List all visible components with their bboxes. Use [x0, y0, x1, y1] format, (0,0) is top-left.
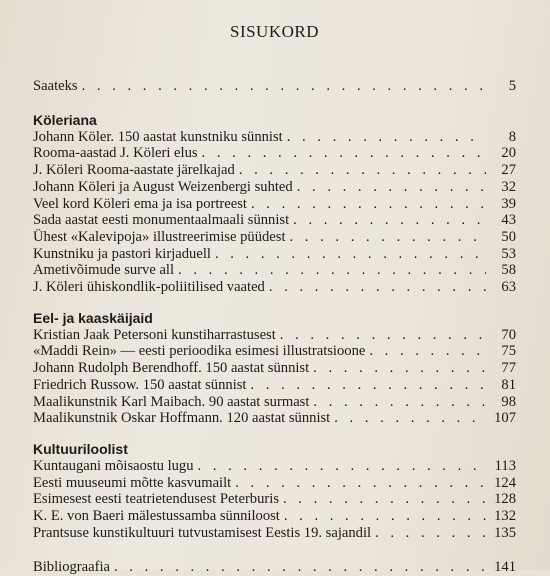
entry-page-number: 39: [501, 195, 516, 212]
dot-leader: [250, 377, 486, 394]
entry-label: Johann Rudolph Berendhoff. 150 aastat sünnist: [33, 360, 310, 377]
entry-label: K. E. von Baeri mälestussamba sünniloost: [33, 508, 280, 525]
toc-entry: [33, 129, 516, 146]
entry-page-number: 27: [501, 162, 516, 179]
toc-entry: [33, 343, 516, 360]
dot-leader: [269, 279, 486, 296]
dot-leader: [235, 475, 486, 492]
entry-label: Kuntaugani mõisaostu lugu: [33, 457, 194, 474]
entry-page-number: 32: [501, 178, 516, 195]
dot-leader: [313, 394, 486, 411]
section-heading: Kultuuriloolist: [33, 440, 128, 457]
toc-entry-intro: [33, 78, 516, 95]
entry-label: Esimesest eesti teatrietendusest Peterburis: [33, 491, 279, 508]
entry-label: Maalikunstnik Karl Maibach. 90 aastat surmast: [33, 393, 310, 410]
entry-page-number: 20: [501, 145, 516, 162]
dot-leader: [313, 360, 486, 377]
entry-page-number: 98: [501, 393, 516, 410]
toc-entry: [33, 246, 516, 263]
dot-leader: [178, 262, 486, 279]
toc-entry: [33, 475, 516, 492]
toc-section-koleriana: [33, 112, 516, 296]
dot-leader: [375, 525, 486, 542]
entry-page-number: 141: [494, 559, 516, 576]
entry-label: Maalikunstnik Oskar Hoffmann. 120 aastat sünnist: [33, 410, 331, 427]
dot-leader: [202, 145, 486, 162]
toc-entry: [33, 508, 516, 525]
entry-page-number: 135: [494, 524, 516, 541]
dot-leader: [334, 410, 486, 427]
dot-leader: [290, 229, 487, 246]
entry-page-number: 58: [501, 262, 516, 279]
entry-label: Kristian Jaak Petersoni kunstiharrastusest: [33, 326, 276, 343]
dot-leader: [287, 129, 486, 146]
entry-page-number: 50: [501, 228, 516, 245]
entry-label: J. Köleri ühiskondlik-poliitilised vaated: [33, 279, 265, 296]
entry-page-number: 43: [501, 212, 516, 229]
entry-label: Friedrich Russow. 150 aastat sünnist: [33, 376, 247, 393]
toc-section-eel-ja-kaaskaijaid: [33, 310, 516, 427]
entry-label: Sada aastat eesti monumentaalmaali sünnist: [33, 212, 290, 229]
entry-page-number: 75: [501, 343, 516, 360]
dot-leader: [284, 508, 486, 525]
toc-entry: [33, 212, 516, 229]
toc-entry: [33, 410, 516, 427]
toc-entry: [33, 262, 516, 279]
section-heading: Eel- ja kaaskäijaid: [33, 309, 153, 326]
entry-page-number: 77: [501, 360, 516, 377]
dot-leader: [82, 78, 486, 95]
entry-page-number: 70: [501, 326, 516, 343]
entry-label: J. Köleri Rooma-aastate järelkajad: [33, 162, 235, 179]
entry-label: Ametivõimude surve all: [33, 262, 175, 279]
toc-entry: [33, 229, 516, 246]
dot-leader: [293, 212, 486, 229]
entry-label: Johann Köler. 150 aastat kunstniku sünnist: [33, 128, 283, 145]
toc-entry: [33, 360, 516, 377]
entry-page-number: 63: [501, 279, 516, 296]
toc-entry: [33, 162, 516, 179]
toc-entry: [33, 377, 516, 394]
entry-label: «Maddi Rein» — eesti perioodika esimesi illustratsioone: [33, 343, 366, 360]
dot-leader: [297, 179, 486, 196]
entry-label: Ühest «Kalevipoja» illustreerimise püüdest: [33, 228, 286, 245]
dot-leader: [251, 196, 486, 213]
entry-page-number: 113: [494, 457, 516, 474]
entry-label: Rooma-aastad J. Köleri elus: [33, 145, 198, 162]
toc-entry: [33, 279, 516, 296]
toc-entry: [33, 458, 516, 475]
entry-page-number: 107: [494, 410, 516, 427]
section-heading: Köleriana: [33, 111, 97, 128]
entry-page-number: 81: [501, 376, 516, 393]
toc-entry: [33, 179, 516, 196]
dot-leader: [280, 327, 486, 344]
entry-label: Johann Köleri ja August Weizenbergi suhted: [33, 178, 293, 195]
entry-page-number: 128: [494, 491, 516, 508]
toc-entry: [33, 145, 516, 162]
entry-page-number: 53: [501, 245, 516, 262]
entry-page-number: 5: [508, 78, 516, 94]
dot-leader: [114, 559, 486, 576]
dot-leader: [239, 162, 486, 179]
dot-leader: [198, 458, 486, 475]
entry-label: Bibliograafia: [33, 559, 110, 576]
dot-leader: [215, 246, 486, 263]
page-title: SISUKORD: [229, 22, 320, 41]
entry-label: Veel kord Köleri ema ja isa portreest: [33, 195, 247, 212]
toc-entry: [33, 525, 516, 542]
toc-entry-bibliography: [33, 559, 516, 576]
toc-section-kultuuriloolist: [33, 441, 516, 542]
toc-entry: [33, 491, 516, 508]
entry-label: Eesti muuseumi mõtte kasvumailt: [33, 474, 232, 491]
toc-entry: [33, 394, 516, 411]
entry-label: Saateks: [33, 78, 78, 94]
toc-entry: [33, 196, 516, 213]
dot-leader: [283, 491, 486, 508]
toc-entry: [33, 327, 516, 344]
entry-page-number: 132: [494, 508, 516, 525]
entry-page-number: 124: [494, 474, 516, 491]
entry-label: Kunstniku ja pastori kirjaduell: [33, 245, 211, 262]
entry-label: Prantsuse kunstikultuuri tutvustamisest Eestis 19. sajandil: [33, 524, 372, 541]
entry-page-number: 8: [508, 128, 516, 145]
dot-leader: [369, 343, 486, 360]
